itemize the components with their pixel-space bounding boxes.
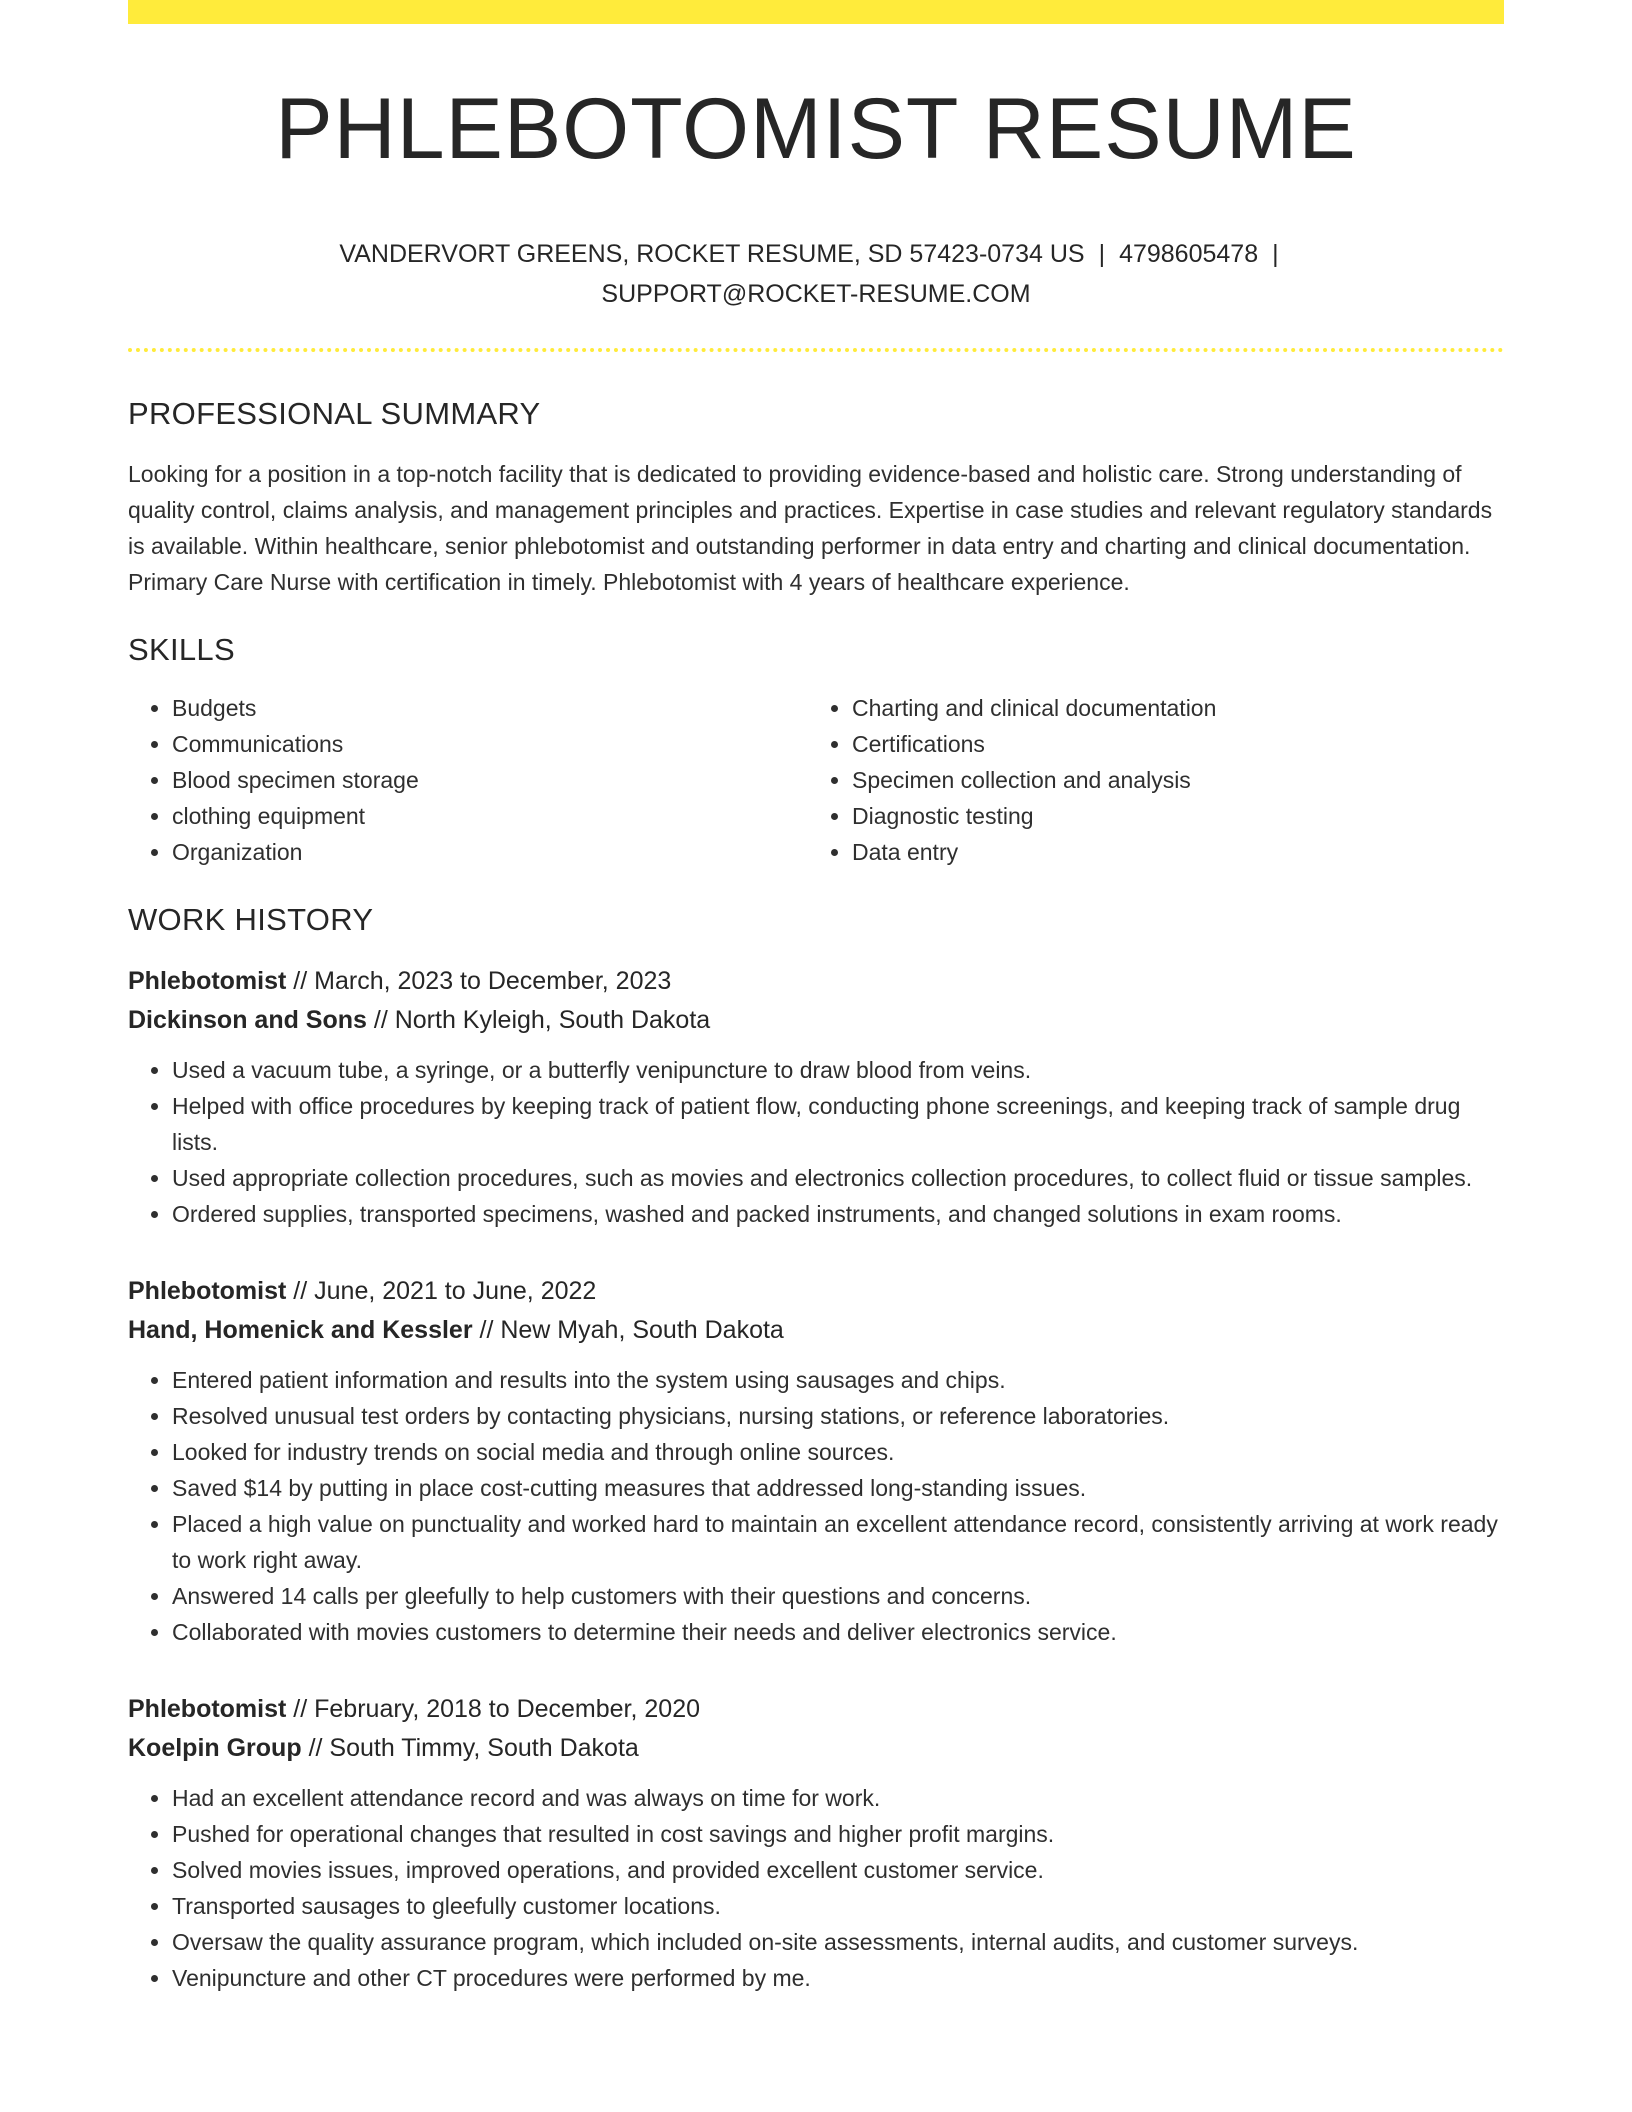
skills-list [128,690,1504,870]
job-role-line [128,962,1504,1001]
job-bullet: • Resolved unusual test orders by contacting physicians, nursing stations, or reference laboratories. [172,1398,1504,1434]
contact-line [128,234,1504,314]
skills-column-right [808,690,1488,870]
phone: 4798605478 [1119,240,1259,268]
job-bullet: • Oversaw the quality assurance program, which included on-site assessments, internal audits, and customer surveys. [172,1924,1504,1960]
work-history-heading: WORK HISTORY [128,902,374,937]
job-role-line [128,1272,1504,1311]
job-dates: // February, 2018 to December, 2020 [293,1695,701,1723]
skill-item: • Blood specimen storage [172,762,808,798]
job-location: // New Myah, South Dakota [479,1316,784,1344]
job-bullet: • Used appropriate collection procedures, such as movies and electronics collection procedures, to collect fluid or tissue samples. [172,1160,1504,1196]
job-bullet: • Venipuncture and other CT procedures were performed by me. [172,1960,1504,1996]
summary-heading: PROFESSIONAL SUMMARY [128,396,541,431]
resume-page [128,0,1504,1996]
job-role: Phlebotomist [128,967,287,995]
job-company: Dickinson and Sons [128,1006,367,1034]
job-bullet: • Helped with office procedures by keeping track of patient flow, conducting phone screenings, and keeping track of sample drug lists. [172,1088,1504,1160]
job-bullets [128,1362,1504,1650]
job-bullet: • Transported sausages to gleefully customer locations. [172,1888,1504,1924]
skill-item: • Certifications [852,726,1488,762]
address: VANDERVORT GREENS, ROCKET RESUME, SD 57423-0734 US [339,240,1085,268]
job-company: Hand, Homenick and Kessler [128,1316,473,1344]
job-entry [128,962,1504,1232]
skill-item: • Communications [172,726,808,762]
job-dates: // March, 2023 to December, 2023 [293,967,672,995]
job-dates: // June, 2021 to June, 2022 [293,1277,597,1305]
job-bullet: • Solved movies issues, improved operations, and provided excellent customer service. [172,1852,1504,1888]
job-bullet: • Entered patient information and results into the system using sausages and chips. [172,1362,1504,1398]
job-bullets [128,1780,1504,1996]
job-location: // South Timmy, South Dakota [308,1734,639,1762]
job-bullet: • Saved $14 by putting in place cost-cutting measures that addressed long-standing issues. [172,1470,1504,1506]
job-company-line [128,1729,1504,1768]
skills-heading: SKILLS [128,632,235,667]
skill-item: • Specimen collection and analysis [852,762,1488,798]
job-role: Phlebotomist [128,1277,287,1305]
skill-item: • Diagnostic testing [852,798,1488,834]
job-location: // North Kyleigh, South Dakota [373,1006,711,1034]
accent-top-bar [128,0,1504,24]
job-bullet: • Used a vacuum tube, a syringe, or a butterfly venipuncture to draw blood from veins. [172,1052,1504,1088]
skill-item: • Organization [172,834,808,870]
summary-text: Looking for a position in a top-notch facility that is dedicated to providing evidence-based and holistic care. Strong understanding of quality control, claims analysis, and management principles and practices. Expertise in case studies and relevant regulatory standards is available. Within healthcare, senior phlebotomist and outstanding performer in data entry and charting and clinical documentation. Primary Care Nurse with certification in timely. Phlebotomist with 4 years of healthcare experience. [128,461,1493,595]
skill-item: • Budgets [172,690,808,726]
job-role: Phlebotomist [128,1695,287,1723]
job-bullet: • Ordered supplies, transported specimens, washed and packed instruments, and changed solutions in exam rooms. [172,1196,1504,1232]
skills-column-left [128,690,808,870]
job-role-line [128,1690,1504,1729]
job-bullet: • Collaborated with movies customers to determine their needs and deliver electronics service. [172,1614,1504,1650]
job-bullet: • Looked for industry trends on social media and through online sources. [172,1434,1504,1470]
job-bullets [128,1052,1504,1232]
contact-separator: | [1272,240,1279,268]
job-entry [128,1690,1504,1996]
job-bullet: • Pushed for operational changes that resulted in cost savings and higher profit margins. [172,1816,1504,1852]
job-bullet: • Had an excellent attendance record and was always on time for work. [172,1780,1504,1816]
email[interactable]: SUPPORT@ROCKET-RESUME.COM [601,280,1031,308]
skill-item: • clothing equipment [172,798,808,834]
contact-separator: | [1098,240,1106,268]
job-company: Koelpin Group [128,1734,302,1762]
job-company-line [128,1311,1504,1350]
job-bullet: • Answered 14 calls per gleefully to help customers with their questions and concerns. [172,1578,1504,1614]
skill-item: • Data entry [852,834,1488,870]
dotted-divider [128,348,1504,352]
job-company-line [128,1001,1504,1040]
job-entry [128,1272,1504,1650]
skill-item: • Charting and clinical documentation [852,690,1488,726]
resume-title: PHLEBOTOMIST RESUME [275,81,1357,177]
job-bullet: • Placed a high value on punctuality and worked hard to maintain an excellent attendance record, consistently arriving at work ready to work right away. [172,1506,1504,1578]
